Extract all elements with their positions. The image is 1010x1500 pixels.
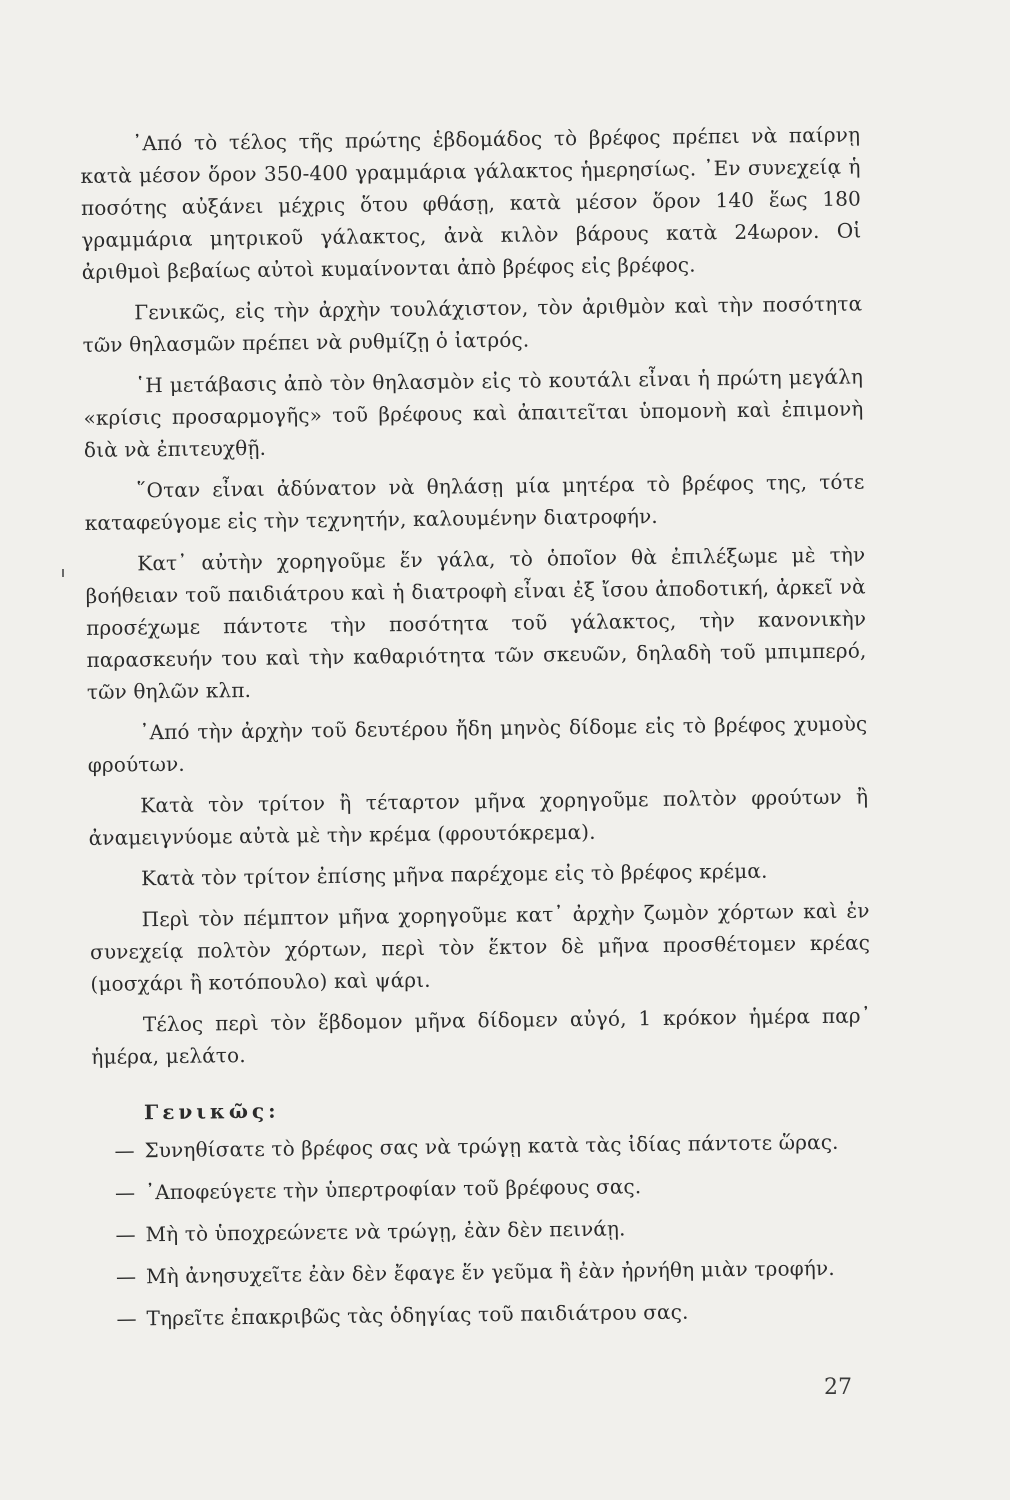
- dash-bullet: —: [114, 1180, 136, 1205]
- paragraph: Περὶ τὸν πέμπτον μῆνα χορηγοῦμε κατ᾿ ἀρχὴν ζωμὸν χόρτων καὶ ἐν συνεχείᾳ πολτὸν χόρτων, περὶ τὸν ἕκτον δὲ μῆνα προσθέτομεν κρέας (μοσχάρι ἢ κοτόπουλο) καὶ ψάρι.: [89, 898, 871, 996]
- list-item: [93, 1167, 873, 1209]
- list-item: [94, 1293, 874, 1335]
- list-item: [93, 1209, 873, 1251]
- list-item-text: Μὴ τὸ ὑποχρεώνετε νὰ τρώγῃ, ἐὰν δὲν πεινάῃ.: [145, 1216, 626, 1247]
- paragraph: ᾿Από τὴν ἀρχὴν τοῦ δευτέρου ἤδη μηνὸς δίδομε εἰς τὸ βρέφος χυμοὺς φρούτων.: [87, 711, 868, 777]
- dash-bullet: —: [115, 1264, 137, 1289]
- dash-bullet: —: [114, 1138, 135, 1163]
- dash-bullet: —: [115, 1222, 136, 1247]
- dash-bullet: —: [116, 1306, 137, 1331]
- list-item: [94, 1251, 874, 1293]
- paragraph: Κατὰ τὸν τρίτον ἐπίσης μῆνα παρέχομε εἰς τὸ βρέφος κρέμα.: [141, 858, 768, 891]
- paragraph: Κατ᾿ αὐτὴν χορηγοῦμε ἕν γάλα, τὸ ὁποῖον θὰ ἐπιλέξωμε μὲ τὴν βοήθειαν τοῦ παιδιάτρου καὶ ἡ διατροφὴ εἶναι ἐξ ἴσου ἀποδοτική, ἀρκεῖ νὰ προσέχωμε πάντοτε τὴν ποσότητα τοῦ γάλακτος, τὴν κανονικὴν παρασκευήν του καὶ τὴν καθαριότητα τῶν σκευῶν, δηλαδὴ τοῦ μπιμπερό, τῶν θηλῶν κλπ.: [85, 542, 867, 704]
- paragraph: Τέλος περὶ τὸν ἕβδομον μῆνα δίδομεν αὐγό, 1 κρόκον ἡμέρα παρ᾿ ἡμέρα, μελάτο.: [91, 1003, 872, 1069]
- summary-heading: Γενικῶς:: [143, 1098, 280, 1125]
- paragraph: ῞Οταν εἶναι ἀδύνατον νὰ θηλάσῃ μία μητέρα τὸ βρέφος της, τότε καταφεύγομε εἰς τὴν τεχνητήν, καλουμένην διατροφήν.: [84, 469, 865, 535]
- list-item: [92, 1125, 872, 1167]
- list-item-text: Τηρεῖτε ἐπακριβῶς τὰς ὁδηγίας τοῦ παιδιάτρου σας.: [146, 1299, 689, 1331]
- paragraph: ᾿Από τὸ τέλος τῆς πρώτης ἑβδομάδος τὸ βρέφος πρέπει νὰ παίρνῃ κατὰ μέσον ὅρον 350-400 γραμμάρια γάλακτος ἡμερησίως. ᾿Εν συνεχείᾳ ἡ ποσότης αὐξάνει μέχρις ὅτου φθάσῃ, κατὰ μέσον ὅρον 140 ἕως 180 γραμμάρια μητρικοῦ γάλακτος, ἀνὰ κιλὸν βάρους κατὰ 24ωρον. Οἱ ἀριθμοὶ βεβαίως αὐτοὶ κυμαίνονται ἀπὸ βρέφος εἰς βρέφος.: [80, 122, 862, 284]
- list-item-text: ᾿Αποφεύγετε τὴν ὑπερτροφίαν τοῦ βρέφους σας.: [144, 1174, 642, 1205]
- list-item-text: Συνηθίσατε τὸ βρέφος σας νὰ τρώγῃ κατὰ τὰς ἰδίας πάντοτε ὥρας.: [144, 1129, 839, 1163]
- list-item-text: Μὴ ἀνησυχεῖτε ἐὰν δὲν ἔφαγε ἕν γεῦμα ἢ ἐὰν ἠρνήθη μιὰν τροφήν.: [145, 1255, 835, 1289]
- body-text: [80, 118, 875, 1344]
- margin-mark: [62, 569, 64, 577]
- paragraph: Κατὰ τὸν τρίτον ἢ τέταρτον μῆνα χορηγοῦμε πολτὸν φρούτων ἢ ἀναμειγνύομε αὐτὰ μὲ τὴν κρέμα (φρουτόκρεμα).: [88, 784, 869, 850]
- advice-list: [92, 1125, 874, 1335]
- paragraph: Γενικῶς, εἰς τὴν ἀρχὴν τουλάχιστον, τὸν ἀριθμὸν καὶ τὴν ποσότητα τῶν θηλασμῶν πρέπει νὰ ρυθμίζῃ ὁ ἰατρός.: [82, 291, 863, 357]
- paragraph: ῾Η μετάβασις ἀπὸ τὸν θηλασμὸν εἰς τὸ κουτάλι εἶναι ἡ πρώτη μεγάλη «κρίσις προσαρμογῆς» τοῦ βρέφους καὶ ἀπαιτεῖται ὑπομονὴ καὶ ἐπιμονὴ διὰ νὰ ἐπιτευχθῇ.: [83, 364, 864, 462]
- page-number: 27: [824, 1375, 852, 1400]
